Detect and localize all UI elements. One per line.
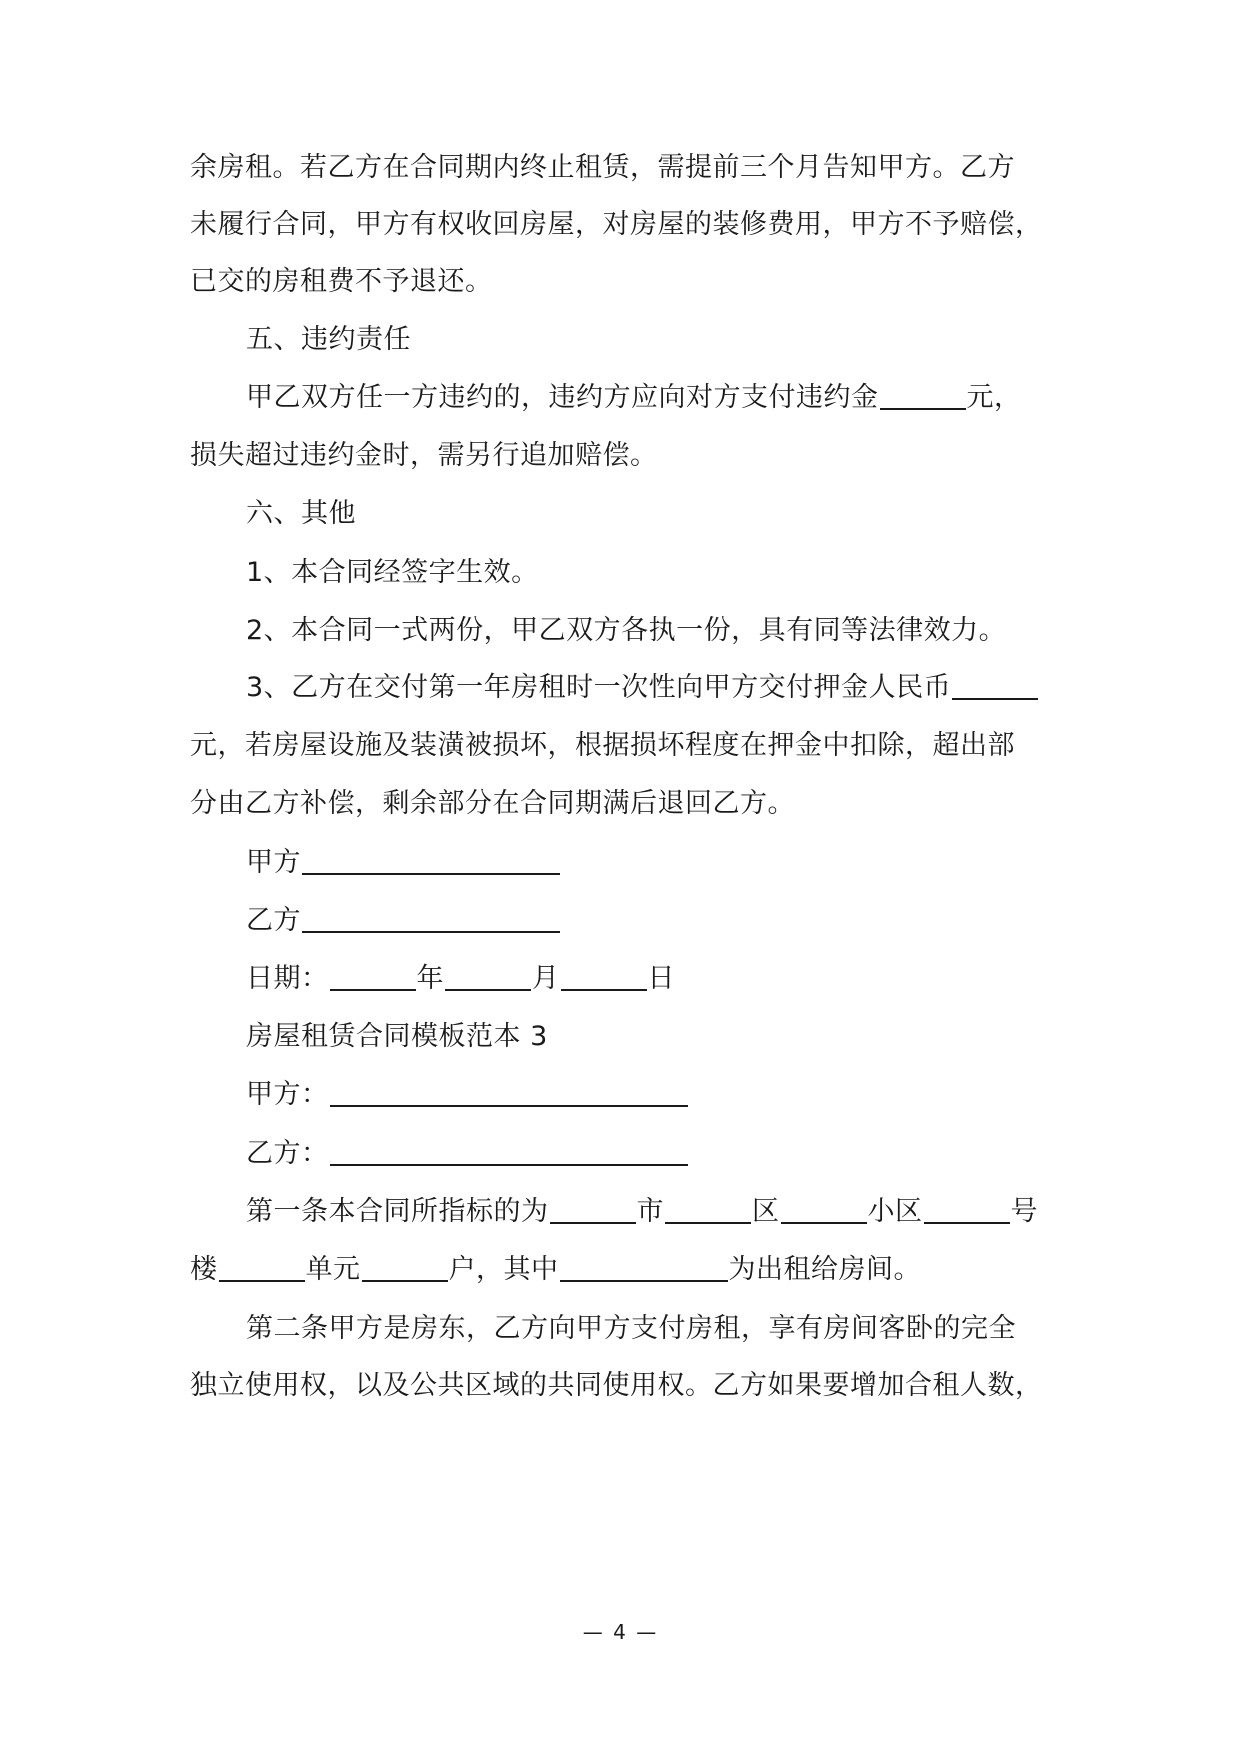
fill-blank[interactable] — [952, 670, 1038, 700]
article-2-line: 独立使用权，以及公共区域的共同使用权。乙方如果要增加合租人数， — [190, 1370, 1043, 1401]
paragraph-line: 余房租。若乙方在合同期内终止租赁，需提前三个月告知甲方。乙方 — [190, 152, 1015, 183]
fill-blank[interactable] — [330, 961, 416, 991]
paragraph-line: 分由乙方补偿，剩余部分在合同期满后退回乙方。 — [190, 788, 795, 819]
text-span: 小区 — [867, 1196, 923, 1227]
paragraph-line: 已交的房租费不予退还。 — [190, 266, 493, 297]
list-item: 2、本合同一式两份，甲乙双方各执一份，具有同等法律效力。 — [246, 615, 1007, 646]
fill-blank[interactable] — [665, 1194, 751, 1224]
fill-blank[interactable] — [362, 1252, 448, 1282]
fill-blank[interactable] — [781, 1194, 867, 1224]
fill-blank[interactable] — [302, 845, 560, 875]
text-span: 乙方： — [246, 1138, 329, 1169]
fill-blank[interactable] — [880, 380, 966, 410]
fill-blank[interactable] — [561, 961, 647, 991]
text-span: 年 — [416, 963, 444, 994]
text-span: 号 — [1010, 1196, 1038, 1227]
text-span: 元， — [966, 382, 1022, 413]
fill-blank[interactable] — [330, 1136, 688, 1166]
text-span: 月 — [532, 963, 560, 994]
signature-party-b — [246, 901, 561, 941]
text-span: 户，其中 — [448, 1254, 559, 1285]
text-span: 第一条本合同所指标的为 — [246, 1196, 549, 1227]
article-2-line: 第二条甲方是房东，乙方向甲方支付房租，享有房间客卧的完全 — [246, 1313, 1016, 1344]
text-span: 日 — [647, 963, 675, 994]
date-line — [246, 959, 675, 999]
text-span: 为出租给房间。 — [728, 1254, 921, 1285]
paragraph-line: 未履行合同，甲方有权收回房屋，对房屋的装修费用，甲方不予赔偿， — [190, 209, 1043, 240]
section-heading-other: 六、其他 — [246, 498, 356, 529]
text-span: 甲方 — [246, 847, 301, 878]
list-item — [246, 668, 1039, 708]
signature-party-a — [246, 843, 561, 883]
text-span: 市 — [636, 1196, 664, 1227]
fill-blank[interactable] — [550, 1194, 636, 1224]
fill-blank[interactable] — [219, 1252, 305, 1282]
text-span: 乙方 — [246, 905, 301, 936]
text-span: 甲乙双方任一方违约的，违约方应向对方支付违约金 — [246, 382, 879, 413]
fill-blank[interactable] — [924, 1194, 1010, 1224]
text-span: 区 — [752, 1196, 780, 1227]
fill-blank[interactable] — [302, 903, 560, 933]
text-span: 单元 — [305, 1254, 361, 1285]
section-heading-breach: 五、违约责任 — [246, 324, 411, 355]
fill-blank[interactable] — [445, 961, 531, 991]
fill-blank[interactable] — [330, 1077, 688, 1107]
template-party-a — [246, 1075, 689, 1115]
list-item: 1、本合同经签字生效。 — [246, 557, 539, 588]
template-party-b — [246, 1134, 689, 1174]
paragraph-line: 元，若房屋设施及装潢被损坏，根据损坏程度在押金中扣除，超出部 — [190, 730, 1015, 761]
fill-blank[interactable] — [560, 1252, 728, 1282]
paragraph-line: 损失超过违约金时，需另行追加赔偿。 — [190, 440, 658, 471]
page-number: — 4 — — [582, 1620, 659, 1644]
text-span: 甲方： — [246, 1079, 329, 1110]
article-1-line — [190, 1250, 921, 1290]
paragraph-line — [246, 378, 1022, 418]
text-span: 3、乙方在交付第一年房租时一次性向甲方交付押金人民币 — [246, 672, 952, 703]
text-span: 楼 — [190, 1254, 218, 1285]
template-title: 房屋租赁合同模板范本 3 — [246, 1021, 548, 1052]
text-span: 日期： — [246, 963, 329, 994]
article-1-line — [246, 1192, 1038, 1232]
